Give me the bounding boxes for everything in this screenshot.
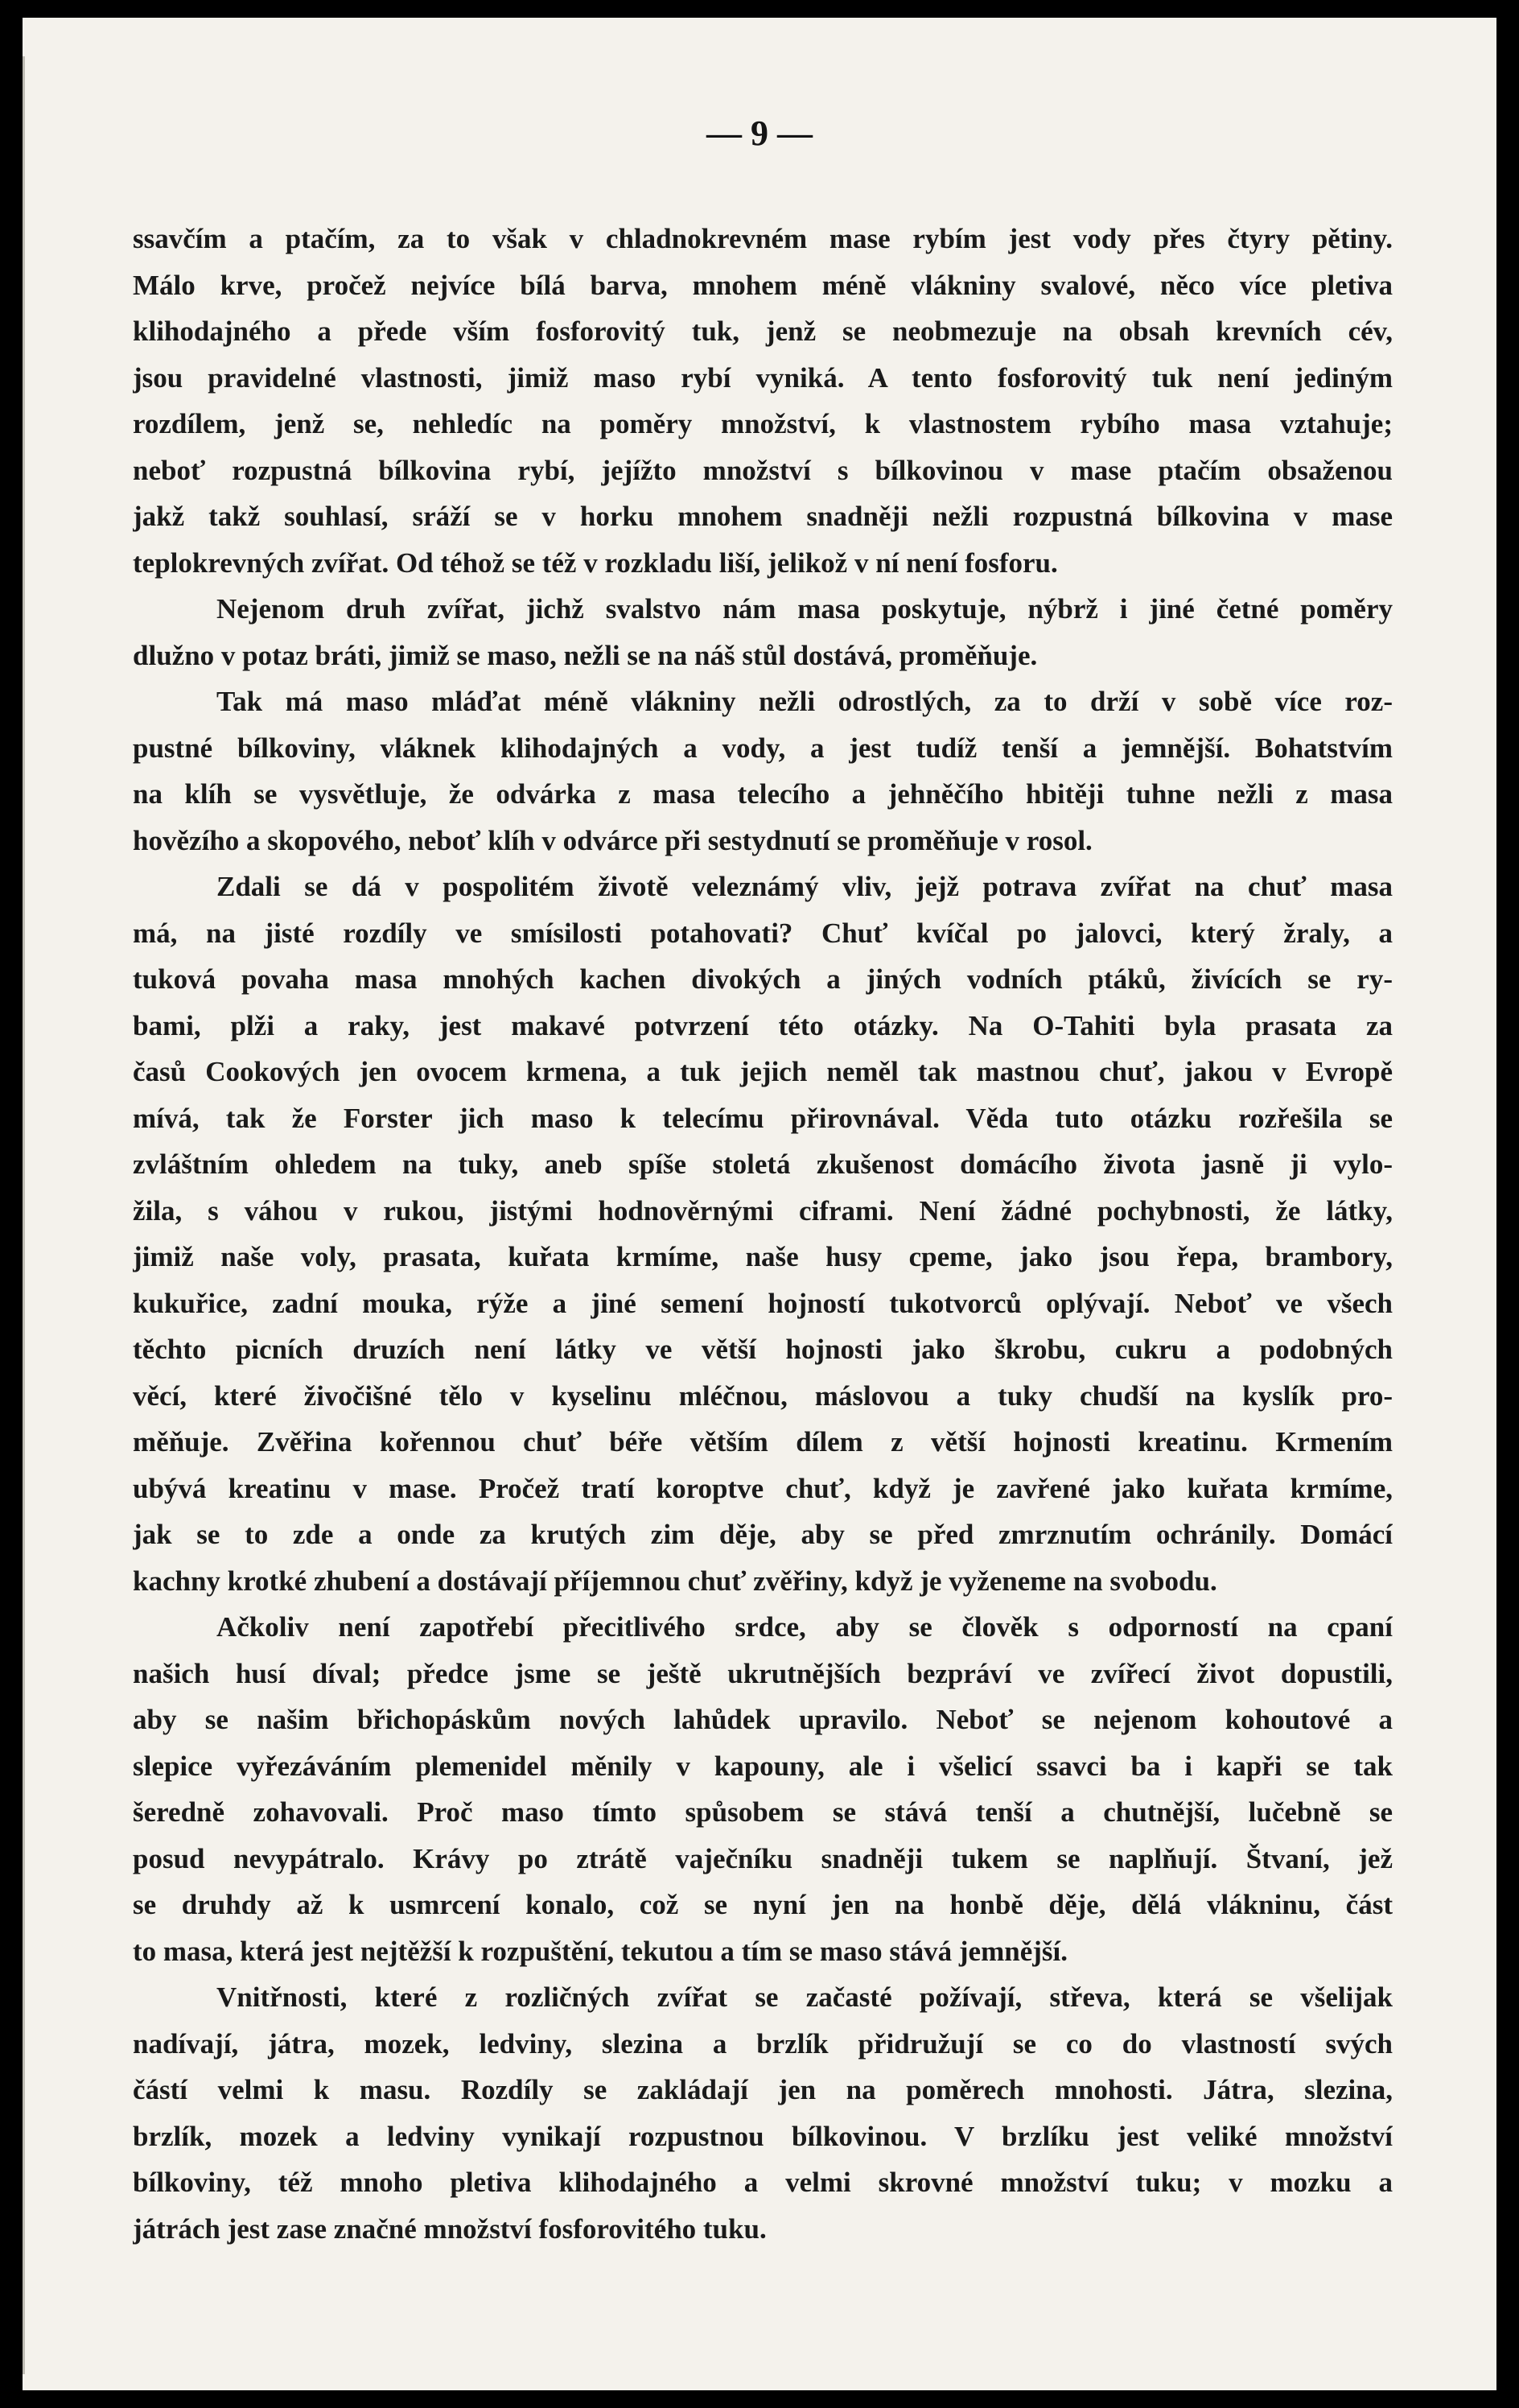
text-line: šeredně zohavovali. Proč maso tímto spůsobem se stává tenší a chutnější, lučebně se [133,1796,1393,1828]
text-line: jsou pravidelné vlastnosti, jimiž maso rybí vyniká. A tento fosforovitý tuk není jediným [133,361,1393,394]
text-line: dlužno v potaz bráti, jimiž se maso, nežli se na náš stůl dostává, proměňuje. [133,639,1038,671]
body-text [133,216,1393,2252]
text-line: nadívají, játra, mozek, ledviny, slezina a brzlík přidružují se co do vlastností svých [133,2027,1393,2060]
text-line: kachny krotké zhubení a dostávají příjemnou chuť zvěřiny, když je vyženeme na svobodu. [133,1565,1217,1597]
text-line: klihodajného a přede vším fosforovitý tuk, jenž se neobmezuje na obsah krevních cév, [133,315,1393,347]
text-line: neboť rozpustná bílkovina rybí, jejížto množství s bílkovinou v mase ptačím obsaženou [133,454,1393,486]
text-line: zvláštním ohledem na tuky, aneb spíše stoletá zkušenost domácího života jasně ji vylo- [133,1148,1393,1180]
text-line: kukuřice, zadní mouka, rýže a jiné semení hojností tukotvorců oplývají. Neboť ve všech [133,1287,1393,1319]
text-line: jakž takž souhlasí, sráží se v horku mnohem snadněji nežli rozpustná bílkovina v mase [133,501,1393,532]
text-line: hovězího a skopového, neboť klíh v odvárce při sestydnutí se proměňuje v rosol. [133,824,1093,856]
text-line: časů Cookových jen ovocem krmena, a tuk jejich neměl tak mastnou chuť, jakou v Evropě [133,1056,1393,1087]
text-line: brzlík, mozek a ledviny vynikají rozpustnou bílkovinou. V brzlíku jest veliké množství [133,2120,1393,2152]
text-line: játrách jest zase značné množství fosforovitého tuku. [133,2212,767,2245]
text-line: se druhdy až k usmrcení konalo, což se nyní jen na honbě děje, dělá vlákninu, část [133,1889,1393,1920]
text-line: těchto picních druzích není látky ve větší hojnosti jako škrobu, cukru a podobných [133,1334,1393,1365]
text-line: bílkoviny, též mnoho pletiva klihodajného a velmi skrovné množství tuku; v mozku a [133,2167,1393,2198]
text-line: aby se našim břichopáskům nových lahůdek upravilo. Neboť se nejenom kohoutové a [133,1704,1393,1735]
text-line: mívá, tak že Forster jich maso k telecímu přirovnával. Věda tuto otázku rozřešila se [133,1102,1393,1134]
text-line: jimiž naše voly, prasata, kuřata krmíme, naše husy cpeme, jako jsou řepa, brambory, [133,1241,1393,1272]
text-line: rozdílem, jenž se, nehledíc na poměry množství, k vlastnostem rybího masa vztahuje; [133,408,1393,439]
page-number: — 9 — [706,113,813,153]
text-line: Málo krve, pročež nejvíce bílá barva, mnohem méně vlákniny svalové, něco více pletiva [133,269,1393,301]
text-line: teplokrevných zvířat. Od téhož se též v rozkladu liší, jelikož v ní není fosforu. [133,546,1058,579]
text-line: částí velmi k masu. Rozdíly se zakládají jen na poměrech mnohosti. Játra, slezina, [133,2074,1393,2105]
scan-edge [23,56,25,2374]
text-line: bami, plži a raky, jest makavé potvrzení této otázky. Na O-Tahiti byla prasata za [133,1009,1393,1041]
text-line: ubývá kreatinu v mase. Pročež tratí koroptve chuť, když je zavřené jako kuřata krmíme, [133,1472,1393,1504]
text-line: tuková povaha masa mnohých kachen divokých a jiných vodních ptáků, živících se ry- [133,963,1393,995]
text-line: Zdali se dá v pospolitém životě veleznámý vliv, jejž potrava zvířat na chuť masa [216,871,1393,902]
text-line: věcí, které živočišné tělo v kyselinu mléčnou, máslovou a tuky chudší na kyslík pro- [133,1379,1393,1412]
text-line: to masa, která jest nejtěžší k rozpuštění, tekutou a tím se maso stává jemnější. [133,1935,1068,1967]
text-line: Nejenom druh zvířat, jichž svalstvo nám masa poskytuje, nýbrž i jiné četné poměry [216,593,1393,625]
text-line: Tak má maso mláďat méně vlákniny nežli odrostlých, za to drží v sobě více roz- [216,686,1393,717]
text-line: pustné bílkoviny, vláknek klihodajných a vody, a jest tudíž tenší a jemnější. Bohatstvím [133,732,1393,764]
text-line: našich husí díval; předce jsme se ještě ukrutnějších bezpráví ve zvířecí život dopustili, [133,1657,1393,1689]
text-line: posud nevypátralo. Krávy po ztrátě vaječníku snadněji tukem se naplňují. Štvaní, jež [133,1842,1393,1874]
text-line: slepice vyřezáváním plemenidel měnily v kapouny, ale i všelicí ssavci ba i kapři se tak [133,1750,1393,1782]
text-line: ssavčím a ptačím, za to však v chladnokrevném mase rybím jest vody přes čtyry pětiny. [133,223,1393,254]
text-line: Vnitřnosti, které z rozličných zvířat se začasté požívají, střeva, která se všelijak [216,1981,1393,2013]
text-line: žila, s váhou v rukou, jistými hodnověrnými ciframi. Není žádné pochybnosti, že látky, [133,1194,1393,1227]
text-line: Ačkoliv není zapotřebí přecitlivého srdce, aby se člověk s odporností na cpaní [216,1611,1393,1643]
text-line: měňuje. Zvěřina kořennou chuť béře větším dílem z větší hojnosti kreatinu. Krmením [133,1426,1393,1458]
text-line: na klíh se vysvětluje, že odvárka z masa telecího a jehněčího hbitěji tuhne nežli z masa [133,778,1393,810]
text-line: má, na jisté rozdíly ve smísilosti potahovati? Chuť kvíčal po jalovci, který žraly, a [133,917,1393,949]
text-line: jak se to zde a onde za krutých zim děje, aby se před zmrznutím ochránily. Domácí [133,1519,1393,1550]
